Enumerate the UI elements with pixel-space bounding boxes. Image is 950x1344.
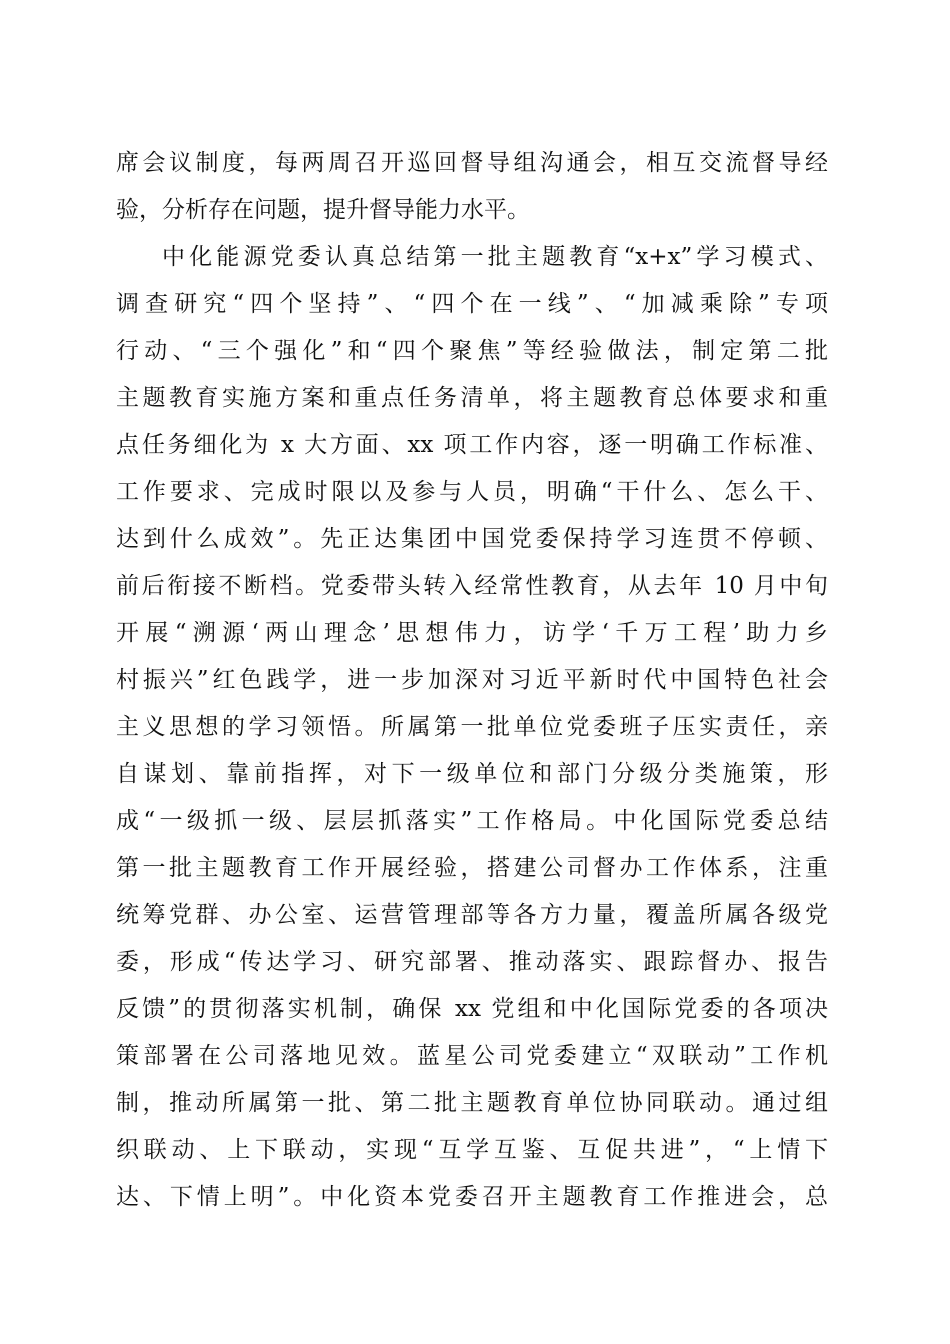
text-line: 第一批主题教育工作开展经验，搭建公司督办工作体系，注重: [116, 855, 828, 881]
text-line: 反馈”的贯彻落实机制，确保 xx 党组和中化国际党委的各项决: [116, 996, 828, 1022]
text-line: 委，形成“传达学习、研究部署、推动落实、跟踪督办、报告: [116, 949, 828, 975]
text-line: 统筹党群、办公室、运营管理部等各方力量，覆盖所属各级党: [116, 902, 828, 928]
body-text: [116, 140, 828, 1221]
text-line: 村振兴”红色践学，进一步加深对习近平新时代中国特色社会: [116, 667, 828, 693]
text-line: 达到什么成效”。先正达集团中国党委保持学习连贯不停顿、: [116, 526, 828, 552]
text-line: 席会议制度，每两周召开巡回督导组沟通会，相互交流督导经: [116, 150, 828, 176]
text-line: 行动、“三个强化”和“四个聚焦”等经验做法，制定第二批: [116, 338, 828, 364]
text-line: 达、下情上明”。中化资本党委召开主题教育工作推进会，总: [116, 1184, 828, 1210]
text-line: 制，推动所属第一批、第二批主题教育单位协同联动。通过组: [116, 1090, 828, 1116]
text-line: 前后衔接不断档。党委带头转入经常性教育，从去年 10 月中旬: [116, 573, 828, 599]
text-line: 织联动、上下联动，实现“互学互鉴、互促共进”，“上情下: [116, 1137, 828, 1163]
text-line: 自谋划、靠前指挥，对下一级单位和部门分级分类施策，形: [116, 761, 828, 787]
text-line: 工作要求、完成时限以及参与人员，明确“干什么、怎么干、: [116, 479, 828, 505]
text-line: 调查研究“四个坚持”、“四个在一线”、“加减乘除”专项: [116, 291, 828, 317]
text-line: 策部署在公司落地见效。蓝星公司党委建立“双联动”工作机: [116, 1043, 828, 1069]
text-line: 成“一级抓一级、层层抓落实”工作格局。中化国际党委总结: [116, 808, 828, 834]
paragraph-first-line: 中化能源党委认真总结第一批主题教育“x+x”学习模式、: [162, 244, 828, 270]
text-line: 点任务细化为 x 大方面、xx 项工作内容，逐一明确工作标准、: [116, 432, 828, 458]
text-line: 主题教育实施方案和重点任务清单，将主题教育总体要求和重: [116, 385, 828, 411]
text-line: 主义思想的学习领悟。所属第一批单位党委班子压实责任，亲: [116, 714, 828, 740]
text-line: 开展“溯源‘两山理念’思想伟力，访学‘千万工程’助力乡: [116, 620, 828, 646]
text-line: 验，分析存在问题，提升督导能力水平。: [116, 197, 530, 223]
